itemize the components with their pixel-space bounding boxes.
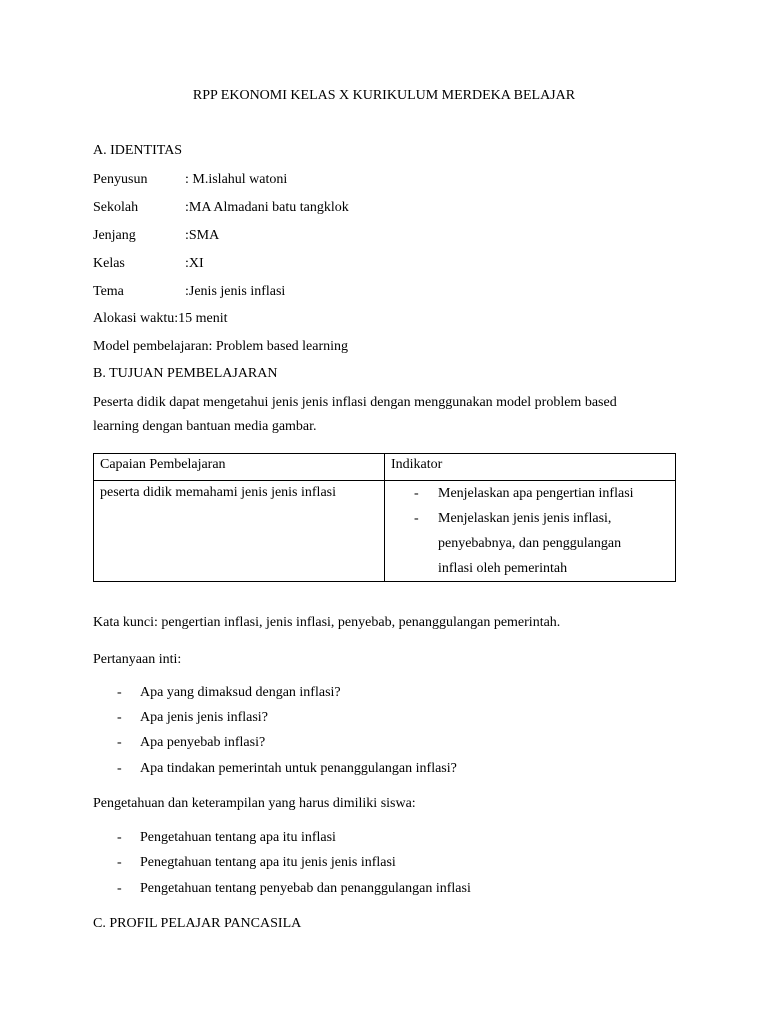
- list-item-text: Apa yang dimaksud dengan inflasi?: [140, 685, 341, 700]
- field-value-kelas: :XI: [185, 256, 204, 271]
- table-header-capaian: Capaian Pembelajaran: [94, 454, 385, 481]
- field-value-sekolah: :MA Almadani batu tangklok: [185, 200, 349, 215]
- tujuan-paragraph-line-2: learning dengan bantuan media gambar.: [93, 419, 317, 434]
- field-value-penyusun: : M.islahul watoni: [185, 172, 288, 187]
- list-item-text: Apa tindakan pemerintah untuk penanggulangan inflasi?: [140, 761, 457, 776]
- list-item-text: Pengetahuan tentang penyebab dan penanggulangan inflasi: [140, 881, 471, 896]
- dash-marker: -: [117, 761, 122, 776]
- field-value-jenjang: :SMA: [185, 228, 220, 243]
- pengetahuan-heading: Pengetahuan dan keterampilan yang harus dimiliki siswa:: [93, 796, 416, 811]
- model-pembelajaran: Model pembelajaran: Problem based learning: [93, 339, 349, 354]
- tujuan-paragraph-line-1: Peserta didik dapat mengetahui jenis jenis inflasi dengan menggunakan model problem based: [93, 395, 617, 410]
- indikator-line: penyebabnya, dan penggulangan: [438, 536, 622, 551]
- field-label-kelas: Kelas: [93, 256, 125, 271]
- dash-marker: -: [117, 881, 122, 896]
- list-item-text: Apa penyebab inflasi?: [140, 735, 266, 750]
- pertanyaan-heading: Pertanyaan inti:: [93, 652, 182, 667]
- indikator-item: [391, 481, 669, 506]
- indikator-line: Menjelaskan apa pengertian inflasi: [438, 486, 634, 501]
- indikator-cell: [385, 481, 676, 582]
- dash-marker: -: [117, 710, 122, 725]
- field-value-tema: :Jenis jenis inflasi: [185, 284, 286, 299]
- table-row: [94, 481, 676, 582]
- dash-marker: -: [117, 735, 122, 750]
- field-label-jenjang: Jenjang: [93, 228, 136, 243]
- indikator-item: [391, 506, 669, 581]
- section-heading-identitas: A. IDENTITAS: [93, 143, 183, 158]
- field-label-tema: Tema: [93, 284, 124, 299]
- kata-kunci: Kata kunci: pengertian inflasi, jenis inflasi, penyebab, penanggulangan pemerintah.: [93, 615, 561, 630]
- capaian-cell: peserta didik memahami jenis jenis inflasi: [94, 481, 385, 582]
- dash-marker: -: [117, 855, 122, 870]
- dash-marker: -: [117, 685, 122, 700]
- alokasi-waktu: Alokasi waktu:15 menit: [93, 311, 228, 326]
- section-heading-tujuan: B. TUJUAN PEMBELAJARAN: [93, 366, 278, 381]
- list-item-text: Pengetahuan tentang apa itu inflasi: [140, 830, 336, 845]
- table-header-row: [94, 454, 676, 481]
- list-item-text: Penegtahuan tentang apa itu jenis jenis inflasi: [140, 855, 396, 870]
- field-label-sekolah: Sekolah: [93, 200, 139, 215]
- dash-marker: -: [117, 830, 122, 845]
- field-label-penyusun: Penyusun: [93, 172, 148, 187]
- page-title: RPP EKONOMI KELAS X KURIKULUM MERDEKA BELAJAR: [192, 88, 576, 103]
- indikator-line: Menjelaskan jenis jenis inflasi,: [438, 511, 612, 526]
- section-heading-profil: C. PROFIL PELAJAR PANCASILA: [93, 916, 302, 931]
- dash-marker: -: [414, 511, 419, 526]
- table-header-indikator: Indikator: [385, 454, 676, 481]
- dash-marker: -: [414, 486, 419, 501]
- list-item-text: Apa jenis jenis inflasi?: [140, 710, 268, 725]
- capaian-table: [93, 453, 676, 582]
- indikator-line: inflasi oleh pemerintah: [438, 561, 568, 576]
